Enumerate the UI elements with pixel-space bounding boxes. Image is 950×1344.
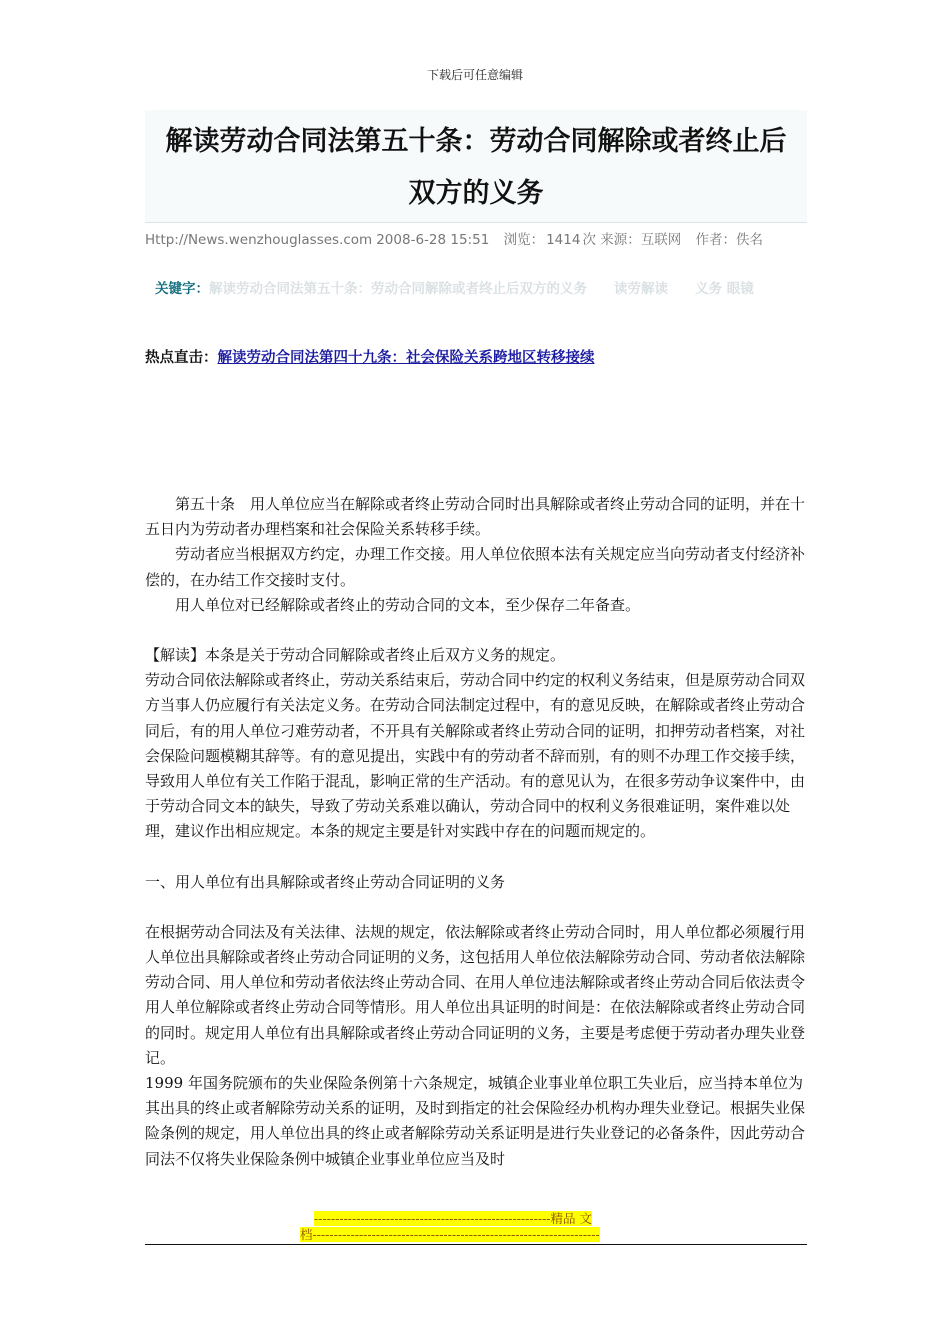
paragraph-unemployment-regulation: 1999 年国务院颁布的失业保险条例第十六条规定，城镇企业事业单位职工失业后，应当持本单位为其出具的终止或者解除劳动关系的证明，及时到指定的社会保险经办机构办理失业登记。根据失业保险条例的规定，用人单位出具的终止或者解除劳动关系证明是进行失业登记的必备条件，因此劳动合同法不仅将失业保险条例中城镇企业事业单位应当及时 (145, 1074, 806, 1168)
article-body (145, 492, 807, 1172)
source-label: 来源： (600, 232, 641, 248)
source-value: 互联网 (640, 232, 682, 248)
hot-link-row (145, 346, 805, 370)
article-title (145, 116, 807, 220)
views-count: 1414 (546, 232, 581, 248)
author-label: 作者： (695, 232, 737, 248)
source-url: Http://News.wenzhouglasses.com (145, 232, 373, 248)
footer-line-1: --------------------------------------------------------精品 文 (314, 1211, 592, 1226)
hot-label: 热点直击： (145, 349, 218, 366)
footer-line-2: 档-------------------------------------------------------------------- (300, 1227, 600, 1242)
footer-banner (300, 1211, 650, 1243)
hot-article-link[interactable]: 解读劳动合同法第四十九条：社会保险关系跨地区转移接续 (217, 349, 595, 366)
paragraph-article-50: 第五十条 用人单位应当在解除或者终止劳动合同时出具解除或者终止劳动合同的证明，并在十五日内为劳动者办理档案和社会保险关系转移手续。 (145, 495, 806, 539)
paragraph-certificate-duty: 在根据劳动合同法及有关法律、法规的规定，依法解除或者终止劳动合同时，用人单位都必须履行用人单位出具解除或者终止劳动合同证明的义务，这包括用人单位依法解除劳动合同、劳动者依法解除劳动合同、用人单位和劳动者依法终止劳动合同、在用人单位违法解除或者终止劳动合同后依法责令用人单位解除或者终止劳动合同等情形。用人单位出具证明的时间是：在依法解除或者终止劳动合同的同时。规定用人单位有出具解除或者终止劳动合同证明的义务，主要是考虑便于劳动者办理失业登记。 (145, 922, 806, 1067)
paragraph-background: 劳动合同依法解除或者终止，劳动关系结束后，劳动合同中约定的权利义务结束，但是原劳动合同双方当事人仍应履行有关法定义务。在劳动合同法制定过程中，有的意见反映，在解除或者终止劳动合同后，有的用人单位刁难劳动者，不开具有关解除或者终止劳动合同的证明，扣押劳动者档案，对社会保险问题模糊其辞等。有的意见提出，实践中有的劳动者不辞而别，有的则不办理工作交接手续，导致用人单位有关工作陷于混乱，影响正常的生产活动。有的意见认为，在很多劳动争议案件中，由于劳动合同文本的缺失，导致了劳动关系难以确认，劳动合同中的权利义务很难证明，案件难以处理，建议作出相应规定。本条的规定主要是针对实践中存在的问题而规定的。 (145, 671, 806, 841)
publish-datetime: 2008-6-28 15:51 (376, 232, 490, 248)
paragraph-handover: 劳动者应当根据双方约定，办理工作交接。用人单位依照本法有关规定应当向劳动者支付经济补偿的，在办结工作交接时支付。 (145, 545, 806, 589)
footer-divider (145, 1244, 807, 1245)
title-line-2: 双方的义务 (408, 178, 544, 209)
author-value: 佚名 (736, 232, 764, 248)
section-heading-1: 一、用人单位有出具解除或者终止劳动合同证明的义务 (145, 872, 506, 891)
article-meta (145, 228, 805, 252)
views-unit: 次 (582, 232, 596, 248)
title-box (145, 110, 807, 223)
header-note: 下载后可任意编辑 (426, 68, 523, 82)
keywords-label: 关键字： (155, 281, 209, 297)
paragraph-interpretation: 【解读】本条是关于劳动合同解除或者终止后双方义务的规定。 (145, 646, 566, 665)
title-line-1: 解读劳动合同法第五十条：劳动合同解除或者终止后 (165, 126, 787, 157)
paragraph-retention: 用人单位对已经解除或者终止的劳动合同的文本，至少保存二年备查。 (175, 595, 641, 614)
keywords-text: 解读劳动合同法第五十条：劳动合同解除或者终止后双方的义务 读劳解读 义务 眼镜 (209, 281, 754, 297)
views-label: 浏览： (503, 232, 545, 248)
keywords (145, 276, 805, 302)
